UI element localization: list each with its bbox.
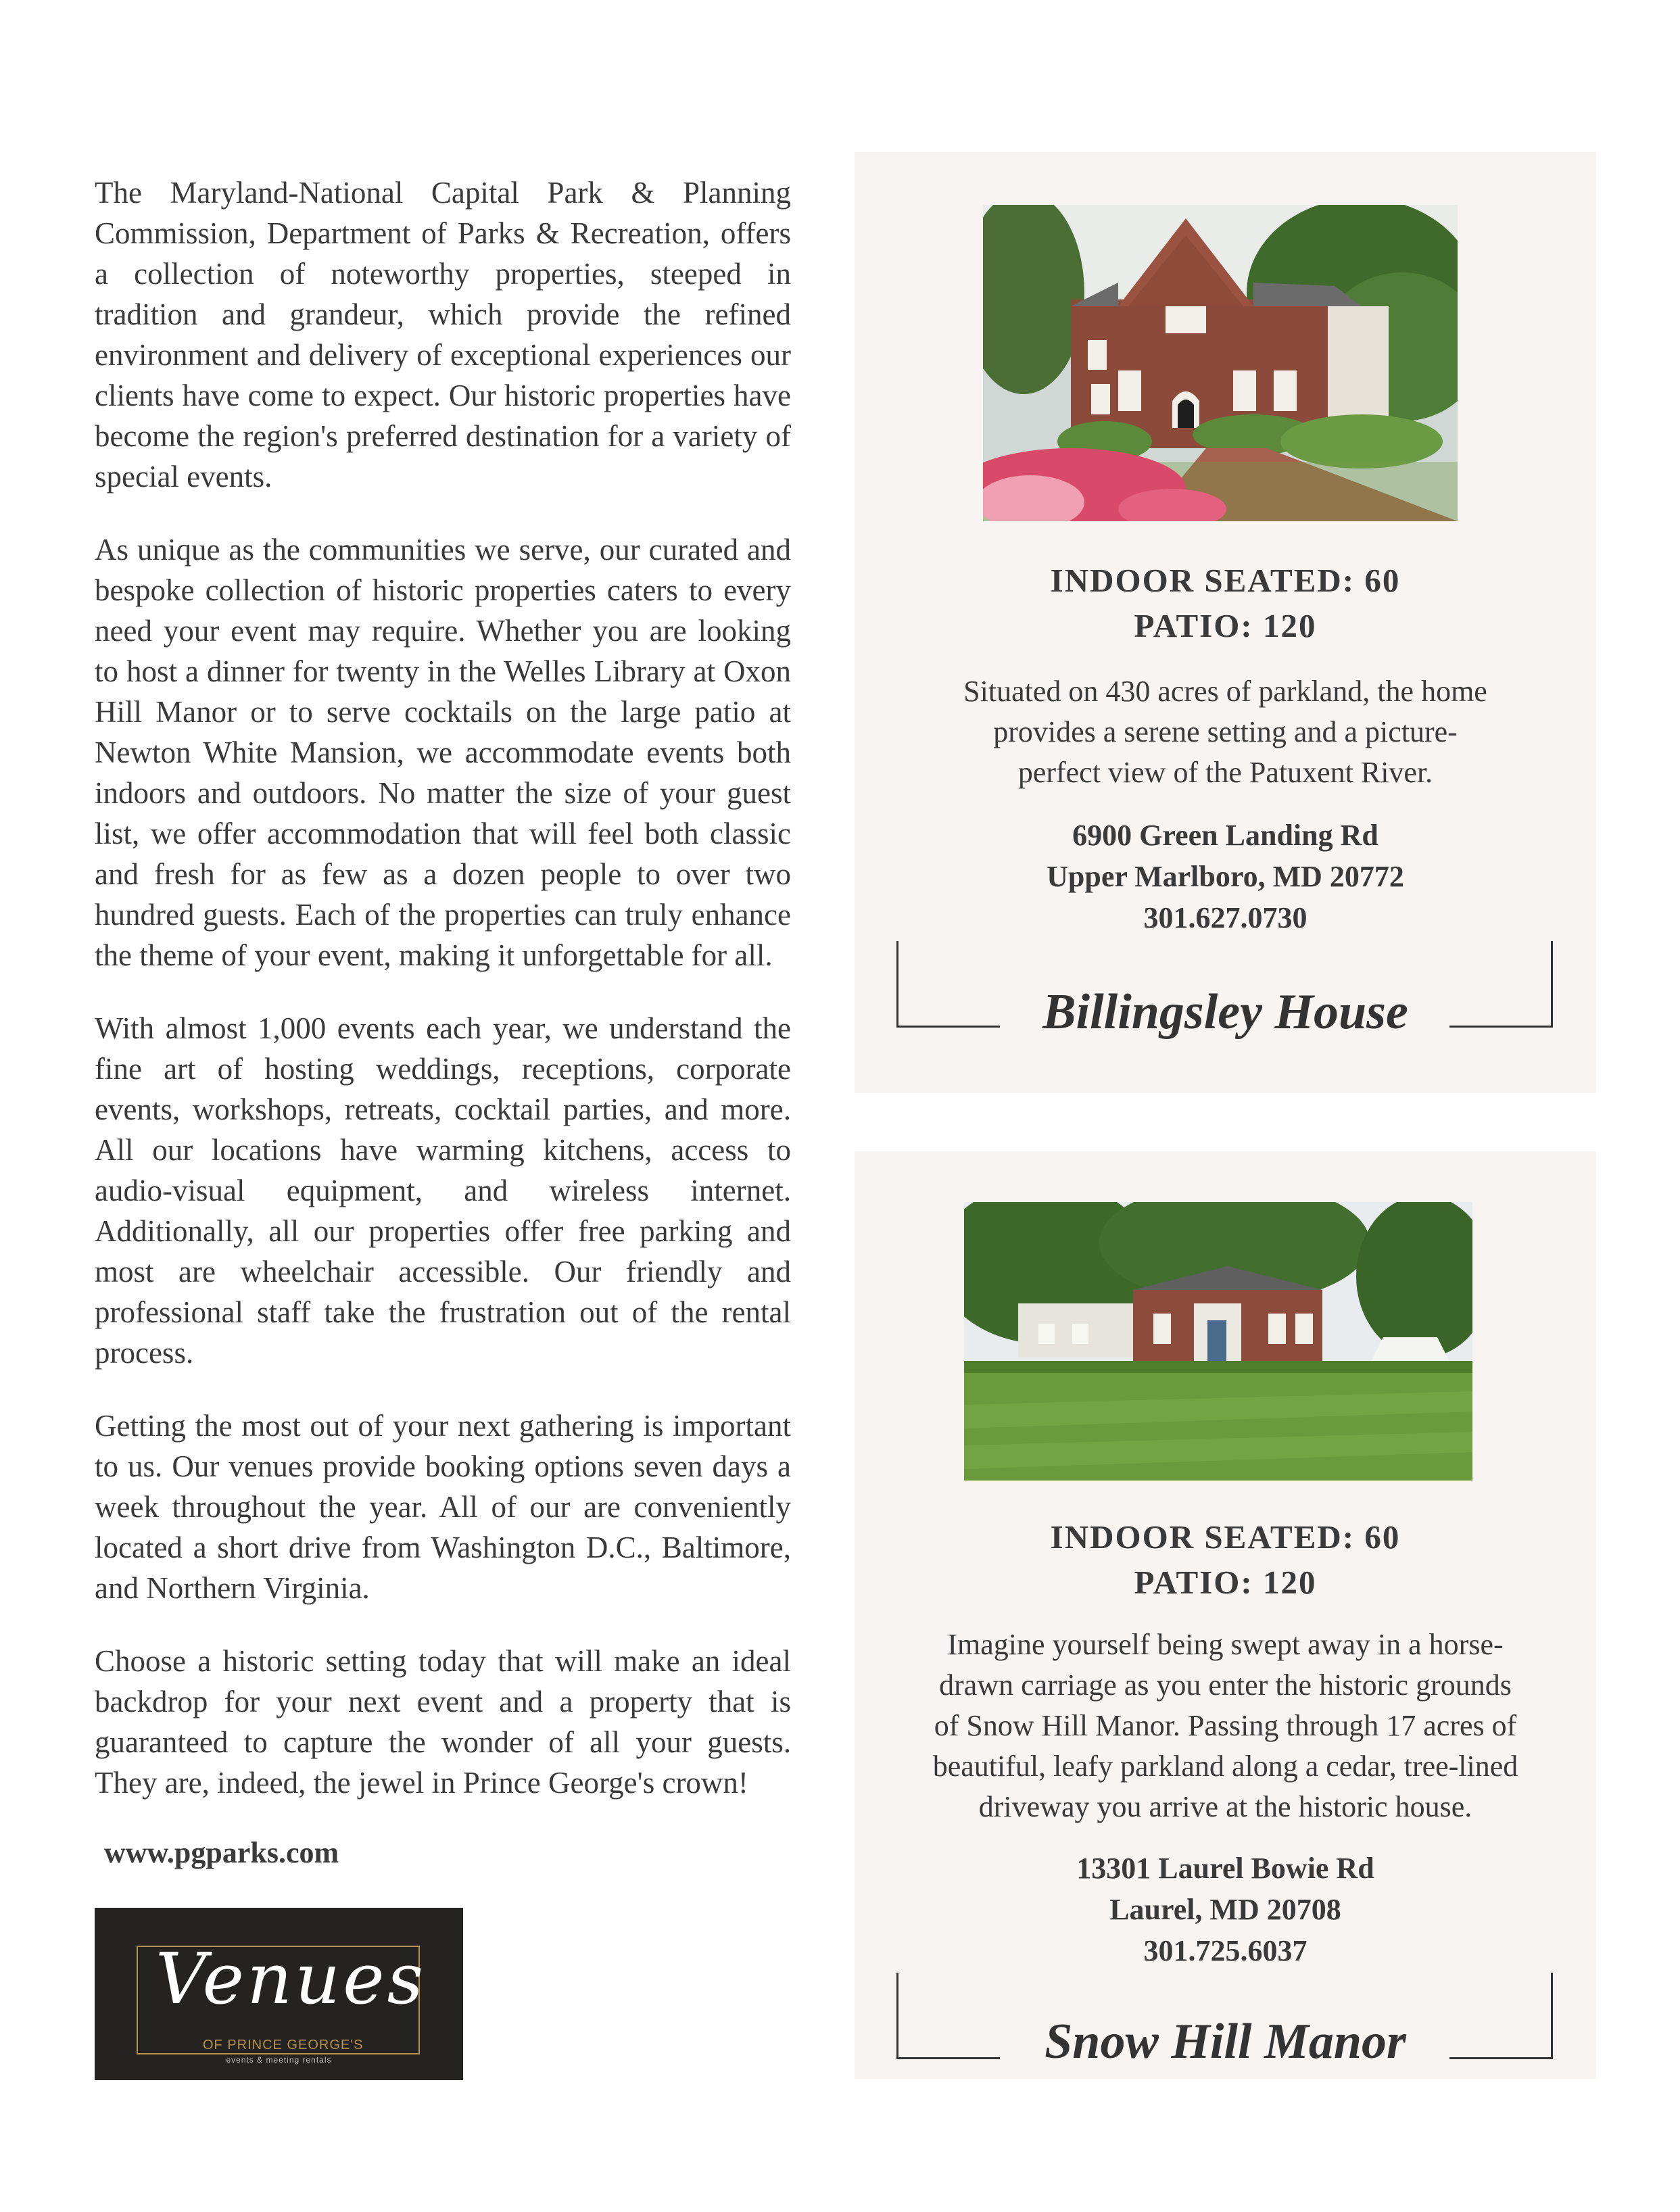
intro-column bbox=[95, 172, 791, 1870]
venue-description: Imagine yourself being swept away in a horse-drawn carriage as you enter the historic grounds of Snow Hill Manor. Passing through 17 acres of beautiful, leafy parkland along a cedar, tree-lined driveway you arrive at the historic house. bbox=[932, 1628, 1518, 1823]
address-city: Upper Marlboro, MD 20772 bbox=[1047, 860, 1404, 893]
logo-subtitle: OF PRINCE GEORGE'S bbox=[196, 2038, 370, 2053]
venue-name: Billingsley House bbox=[1042, 984, 1408, 1040]
logo-script-text: Venues bbox=[155, 1938, 426, 2020]
intro-paragraph: The Maryland-National Capital Park & Planning Commission, Department of Parks & Recreation, offers a collection of noteworthy properties, steeped in tradition and grandeur, which provide the refined environment and delivery of exceptional experiences our clients have come to expect. Our historic properties have become the region's preferred destination for a variety of special events. bbox=[95, 176, 791, 494]
billingsley-house-photo bbox=[983, 205, 1458, 521]
venue-card-billingsley bbox=[855, 152, 1596, 1093]
capacity-patio: PATIO: 120 bbox=[1134, 607, 1317, 644]
venue-address bbox=[855, 1848, 1596, 1971]
intro-paragraph: As unique as the communities we serve, our curated and bespoke collection of historic properties caters to every need your event may require. Whether you are looking to host a dinner for twenty in the Welles Library at Oxon Hill Manor or to serve cocktails on the large patio at Newton White Mansion, we accommodate events both indoors and outdoors. No matter the size of your guest list, we offer accommodation that will feel both classic and fresh for as few as a dozen people to over two hundred guests. Each of the properties can truly enhance the theme of your event, making it unforgettable for all. bbox=[95, 533, 791, 972]
intro-paragraph: Choose a historic setting today that will make an ideal backdrop for your next event and a property that is guaranteed to capture the wonder of all your guests. They are, indeed, the jewel in Prince George's crown! bbox=[95, 1644, 791, 1800]
intro-paragraph: With almost 1,000 events each year, we understand the fine art of hosting weddings, receptions, corporate events, workshops, retreats, cocktail parties, and more. All our locations have warming kitchens, access to audio-visual equipment, and wireless internet. Additionally, all our properties offer free parking and most are wheelchair accessible. Our friendly and professional staff take the frustration out of the rental process. bbox=[95, 1011, 791, 1370]
address-street: 13301 Laurel Bowie Rd bbox=[1076, 1852, 1374, 1885]
intro-paragraph: Getting the most out of your next gathering is important to us. Our venues provide booking options seven days a week throughout the year. All of our are conveniently located a short drive from Washington D.C., Baltimore, and Northern Virginia. bbox=[95, 1409, 791, 1605]
venue-name: Snow Hill Manor bbox=[1045, 2014, 1406, 2069]
snow-hill-manor-photo bbox=[964, 1202, 1472, 1481]
capacity-patio: PATIO: 120 bbox=[1134, 1564, 1317, 1601]
address-street: 6900 Green Landing Rd bbox=[1072, 819, 1378, 852]
logo-tagline: events & meeting rentals bbox=[226, 2055, 332, 2065]
venue-address bbox=[855, 815, 1596, 938]
website-link[interactable]: www.pgparks.com bbox=[104, 1836, 339, 1869]
venue-description: Situated on 430 acres of parkland, the home provides a serene setting and a picture-perfect view of the Patuxent River. bbox=[963, 675, 1487, 789]
venue-card-snow-hill bbox=[855, 1151, 1596, 2079]
phone-number: 301.725.6037 bbox=[1143, 1934, 1307, 1967]
venues-logo bbox=[95, 1908, 463, 2080]
capacity-indoor: INDOOR SEATED: 60 bbox=[1050, 1518, 1401, 1556]
phone-number: 301.627.0730 bbox=[1143, 901, 1307, 934]
address-city: Laurel, MD 20708 bbox=[1109, 1893, 1341, 1926]
capacity-indoor: INDOOR SEATED: 60 bbox=[1050, 562, 1401, 599]
